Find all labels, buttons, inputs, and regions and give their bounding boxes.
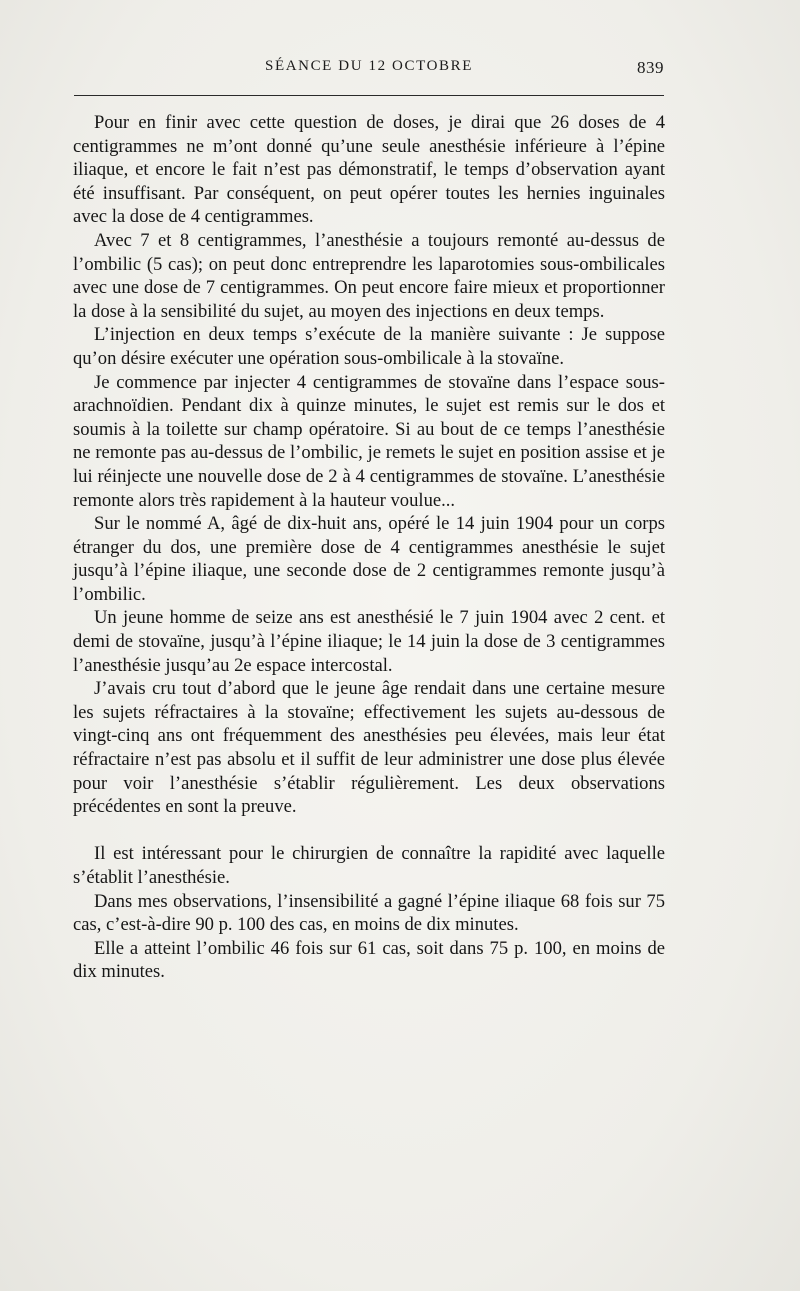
paragraph: Pour en finir avec cette question de doses, je dirai que 26 doses de 4 centigrammes ne m’ont donné qu’une seule anesthésie inférieure à l’épine iliaque, et encore le fait n’est pas démonstratif, le temps d’observation ayant été insuffisant. Par conséquent, on peut opérer toutes les hernies inguinales avec la dose de 4 centigrammes.: [73, 112, 665, 228]
header-title: SÉANCE DU 12 OCTOBRE: [265, 58, 473, 74]
page-number: 839: [637, 58, 664, 77]
paragraph: L’injection en deux temps s’exécute de la manière suivante : Je suppose qu’on désire exécuter une opération sous-ombilicale à la stovaïne.: [73, 324, 665, 369]
paragraph: Dans mes observations, l’insensibilité a gagné l’épine iliaque 68 fois sur 75 cas, c’est-à-dire 90 p. 100 des cas, en moins de dix minutes.: [73, 890, 665, 936]
paragraph: Je commence par injecter 4 centigrammes de stovaïne dans l’espace sous-arachnoïdien. Pendant dix à quinze minutes, le sujet est remis sur le dos et soumis à la toilette sur champ opératoire. Si au bout de ce temps l’anesthésie ne remonte pas au-dessus de l’ombilic, je remets le sujet en position assise et je lui réinjecte une nouvelle dose de 2 à 4 centigrammes de stovaïne. L’anesthésie remonte alors très rapidement à la hauteur voulue...: [73, 371, 665, 511]
paragraph: Sur le nommé A, âgé de dix-huit ans, opéré le 14 juin 1904 pour un corps étranger du dos, une première dose de 4 centigrammes anesthésie le sujet jusqu’à l’épine iliaque, une seconde dose de 2 centigrammes remonte jusqu’à l’ombilic.: [73, 513, 665, 605]
body-text: [73, 111, 665, 984]
paragraph: Avec 7 et 8 centigrammes, l’anesthésie a toujours remonté au-dessus de l’ombilic (5 cas); on peut donc entreprendre les laparotomies sous-ombilicales avec une dose de 7 centigrammes. On peut encore faire mieux et proportionner la dose à la sensibilité du sujet, au moyen des injections en deux temps.: [73, 229, 665, 322]
paragraph: Un jeune homme de seize ans est anesthésié le 7 juin 1904 avec 2 cent. et demi de stovaïne, jusqu’à l’épine iliaque; le 14 juin la dose de 3 centigrammes l’anesthésie jusqu’au 2e espace intercostal.: [73, 607, 665, 676]
paragraph: J’avais cru tout d’abord que le jeune âge rendait dans une certaine mesure les sujets réfractaires à la stovaïne; effectivement les sujets au-dessous de vingt-cinq ans ont fréquemment des anesthésies peu élevées, mais leur état réfractaire n’est pas absolu et il suffit de leur administrer une dose plus élevée pour voir l’anesthésie s’établir régulièrement. Les deux observations précédentes en sont la preuve.: [73, 678, 665, 818]
header-rule: [74, 95, 664, 96]
paragraph: Elle a atteint l’ombilic 46 fois sur 61 cas, soit dans 75 p. 100, en moins de dix minutes.: [73, 937, 665, 983]
paragraph: Il est intéressant pour le chirurgien de connaître la rapidité avec laquelle s’établit l’anesthésie.: [73, 843, 665, 888]
running-header: [74, 58, 664, 86]
